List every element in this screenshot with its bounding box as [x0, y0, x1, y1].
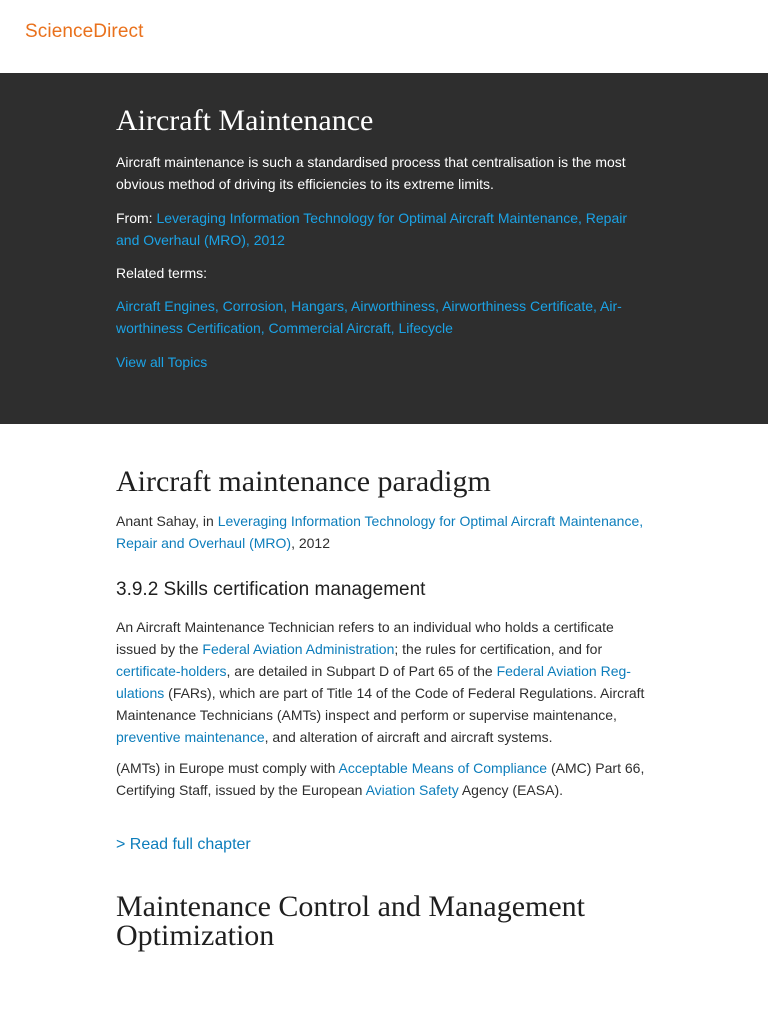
topic-source	[116, 207, 646, 251]
excerpt-paragraph-1	[116, 616, 646, 748]
related-term-link[interactable]: Hangars	[291, 298, 345, 314]
source-book-link[interactable]: Leveraging Information Technology for Optimal Aircraft Maintenance, Repair and Overhaul (MRO), 2012	[116, 210, 627, 248]
main-content	[0, 424, 768, 950]
author-name: Anant Sahay, in	[116, 513, 214, 529]
preventive-maintenance-link[interactable]: preventive maintenance	[116, 729, 265, 745]
related-term-link[interactable]: Lifecycle	[398, 320, 453, 336]
chapter-byline	[116, 510, 646, 554]
excerpt-paragraph-2	[116, 757, 646, 801]
term-separator: ,	[593, 298, 601, 314]
related-terms-list	[116, 295, 646, 339]
term-separator: ,	[390, 320, 399, 336]
term-separator: ,	[435, 298, 443, 314]
related-term-link[interactable]: Aircraft Engines	[116, 298, 215, 314]
from-label: From:	[116, 210, 153, 226]
section-subheading: 3.9.2 Skills certification management	[116, 579, 426, 600]
excerpt-text: Agency (EASA).	[461, 782, 563, 798]
excerpt-text: (FARs), which are part of Title 14 of the Code of Federal Regulations. Aircraft Maintenance Technicians (AMTs) inspect and perform or supervise maintenance,	[116, 685, 645, 723]
excerpt-text: An Aircraft Maintenance Technician refers to an individual who holds a certificate issued by the	[116, 619, 614, 657]
related-term-link[interactable]: Corrosion	[222, 298, 284, 314]
publication-year: , 2012	[291, 535, 330, 551]
related-term-link[interactable]: Commercial Aircraft	[268, 320, 391, 336]
term-separator: ,	[283, 298, 292, 314]
excerpt-text: (AMTs) in Europe must comply with	[116, 760, 336, 776]
topic-title: Aircraft Maintenance	[116, 104, 374, 137]
certificate-holders-link[interactable]: certificate-holders	[116, 663, 227, 679]
related-term-link[interactable]: Airworthiness Certification	[116, 298, 622, 336]
excerpt-text: , are detailed in Subpart D of Part 65 of the	[226, 663, 493, 679]
related-term-link[interactable]: Airworthiness Certificate	[442, 298, 594, 314]
related-term-link[interactable]: Airworthiness	[351, 298, 436, 314]
faa-link[interactable]: Federal Aviation Administration	[202, 641, 395, 657]
top-bar	[0, 0, 768, 73]
topic-hero	[0, 73, 768, 424]
chapter-source-link[interactable]: Leveraging Information Technology for Optimal Aircraft Maintenance, Repair and Overhaul (MRO)	[116, 513, 644, 551]
view-all-topics-link[interactable]: View all Topics	[116, 354, 208, 370]
term-separator: ,	[260, 320, 269, 336]
sciencedirect-logo[interactable]: ScienceDirect	[25, 21, 144, 42]
related-terms-label: Related terms:	[116, 265, 208, 281]
next-section-title: Maintenance Control and Management Optimization	[116, 890, 586, 952]
section-title: Aircraft maintenance paradigm	[116, 465, 491, 498]
topic-description: Aircraft maintenance is such a standardised process that centralisation is the most obvious method of driving its efficiencies to its extreme limits.	[116, 154, 626, 192]
term-separator: ,	[344, 298, 352, 314]
acceptable-means-of-compliance-link[interactable]: Acceptable Means of Compliance	[338, 760, 548, 776]
excerpt-text: ; the rules for certification, and for	[394, 641, 603, 657]
term-separator: ,	[214, 298, 223, 314]
excerpt-text: , and alteration of aircraft and aircraft systems.	[264, 729, 553, 745]
aviation-safety-link[interactable]: Aviation Safety	[365, 782, 459, 798]
excerpt-text: (AMC) Part 66, Certifying Staff, issued by the European	[116, 760, 645, 798]
federal-aviation-regulations-link[interactable]: Federal Aviation Regulations	[116, 663, 631, 701]
read-full-chapter-link[interactable]: > Read full chapter	[116, 836, 251, 853]
